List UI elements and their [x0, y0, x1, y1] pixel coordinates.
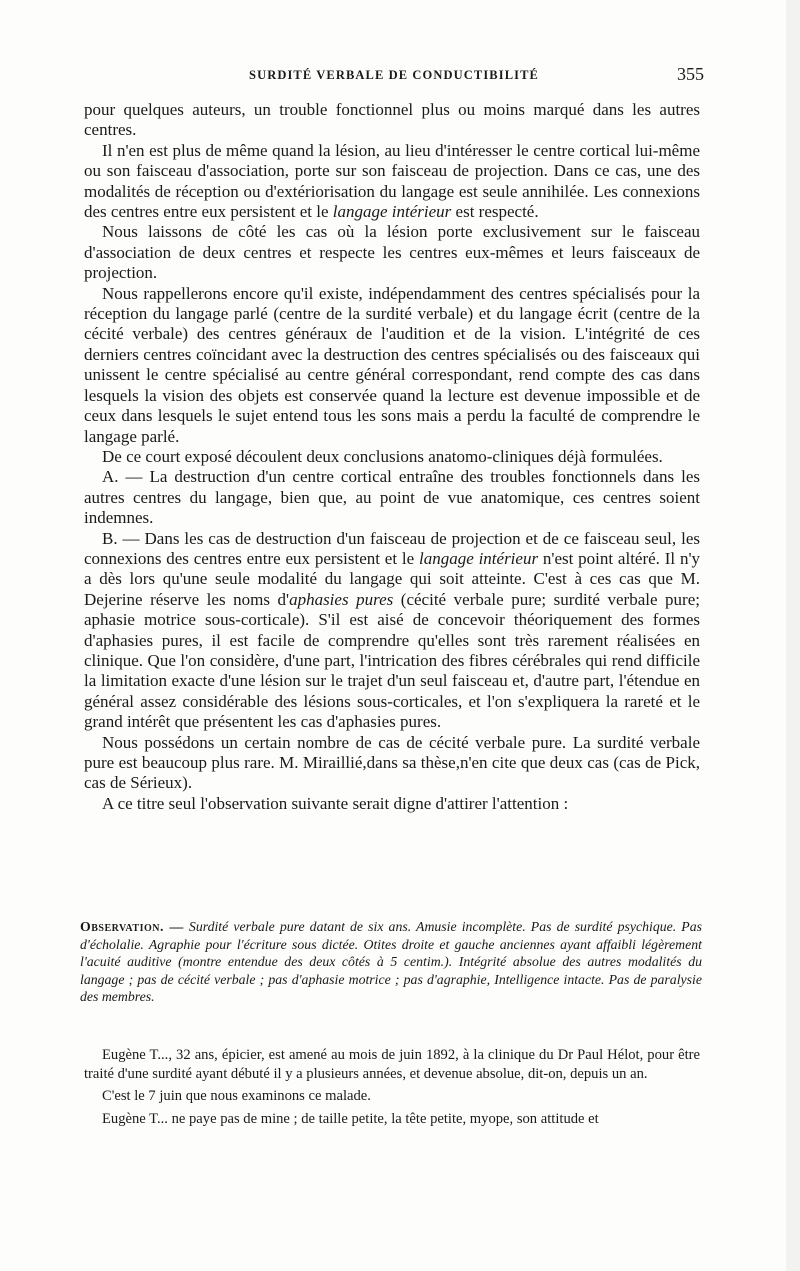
- observation-heading: Observation. —: [80, 919, 184, 934]
- main-text: [84, 100, 700, 814]
- page-number: 355: [677, 64, 704, 84]
- paragraph-1: pour quelques auteurs, un trouble fonctionnel plus ou moins marqué dans les autres centres.: [84, 100, 700, 140]
- paragraph-5: De ce court exposé découlent deux conclusions anatomo-cliniques déjà formulées.: [102, 446, 663, 466]
- observation-text: Surdité verbale pure datant de six ans. Amusie incomplète. Pas de surdité psychique. Pas d'écholalie. Agraphie pour l'écriture sous dictée. Otites droite et gauche anciennes ayant affaibli légèrement l'acuité auditive (montre entendue des deux côtés à 5 centim.). Intégrité absolue des autres modalités du langage ; pas de cécité verbale ; pas d'aphasie motrice ; pas d'agraphie, Intelligence intacte. Pas de paralysie des membres.: [80, 919, 702, 1005]
- case-paragraph-1: Eugène T..., 32 ans, épicier, est amené au mois de juin 1892, à la clinique du Dr Paul Hélot, pour être traité d'une surdité ayant débuté il y a plusieurs années, et devenue absolue, dit-on, depuis un an.: [84, 1047, 700, 1082]
- paragraph-2: Il n'en est plus de même quand la lésion, au lieu d'intéresser le centre cortical lui-même ou son faisceau d'association, porte sur son faisceau de projection. Dans ce cas, une des modalités de réception ou d'extériorisation du langage est seule annihilée. Les connexions des centres entre eux persistent et le langage intérieur est respecté.: [84, 140, 700, 222]
- paragraph-8: Nous possédons un certain nombre de cas de cécité verbale pure. La surdité verbale pure est beaucoup plus rare. M. Miraillié,dans sa thèse,n'en cite que deux cas (cas de Pick, cas de Sérieux).: [84, 732, 700, 793]
- case-report: [84, 1046, 700, 1128]
- case-paragraph-3: Eugène T... ne paye pas de mine ; de taille petite, la tête petite, myope, son attitude et: [102, 1110, 599, 1127]
- page-edge-shadow: [786, 0, 800, 1271]
- paragraph-conclusion-b: B. — Dans les cas de destruction d'un faisceau de projection et de ce faisceau seul, les connexions des centres entre eux persistent et le langage intérieur n'est point altéré. Il n'y a dès lors qu'une seule modalité du langage qui soit atteinte. C'est à ces cas que M. Dejerine réserve les noms d'aphasies pures (cécité verbale pure; surdité verbale pure; aphasie motrice sous-corticale). S'il est aisé de concevoir théoriquement des formes d'aphasies pures, il est facile de comprendre qu'elles sont très rarement réalisées en clinique. Que l'on considère, d'une part, l'intrication des fibres cérébrales qui rend difficile la limitation exacte d'une lésion sur le trajet d'un seul faisceau et, d'autre part, l'étendue en général assez considérable des lésions sous-corticales, et l'on s'expliquera la rareté et le grand intérêt que présentent les cas d'aphasies pures.: [84, 528, 701, 732]
- case-paragraph-2: C'est le 7 juin que nous examinons ce malade.: [102, 1088, 371, 1105]
- paragraph-4: Nous rappellerons encore qu'il existe, indépendamment des centres spécialisés pour la réception du langage parlé (centre de la surdité verbale) et du langage écrit (centre de la cécité verbale) des centres généraux de l'audition et de la vision. L'intégrité de ces derniers centres coïncidant avec la destruction des centres spécialisés ou des faisceaux qui unissent le centre spécialisé au centre général correspondant, rend compte des cas dans lesquels la vision des objets est conservée quand la lecture est devenue impossible et de ceux dans lesquels le sujet entend tous les sons mais a perdu la faculté de comprendre le langage parlé.: [84, 283, 700, 446]
- paragraph-9: A ce titre seul l'observation suivante serait digne d'attirer l'attention :: [102, 793, 569, 813]
- paragraph-conclusion-a: A. — La destruction d'un centre cortical entraîne des troubles fonctionnels dans les autres centres du langage, bien que, au point de vue anatomique, ces centres soient indemnes.: [84, 467, 700, 528]
- page-header: [84, 66, 704, 90]
- running-title: SURDITÉ VERBALE DE CONDUCTIBILITÉ: [249, 68, 539, 82]
- observation-summary: [80, 918, 702, 1006]
- paragraph-3: Nous laissons de côté les cas où la lésion porte exclusivement sur le faisceau d'association de deux centres et respecte les centres eux-mêmes et leurs faisceaux de projection.: [84, 222, 700, 283]
